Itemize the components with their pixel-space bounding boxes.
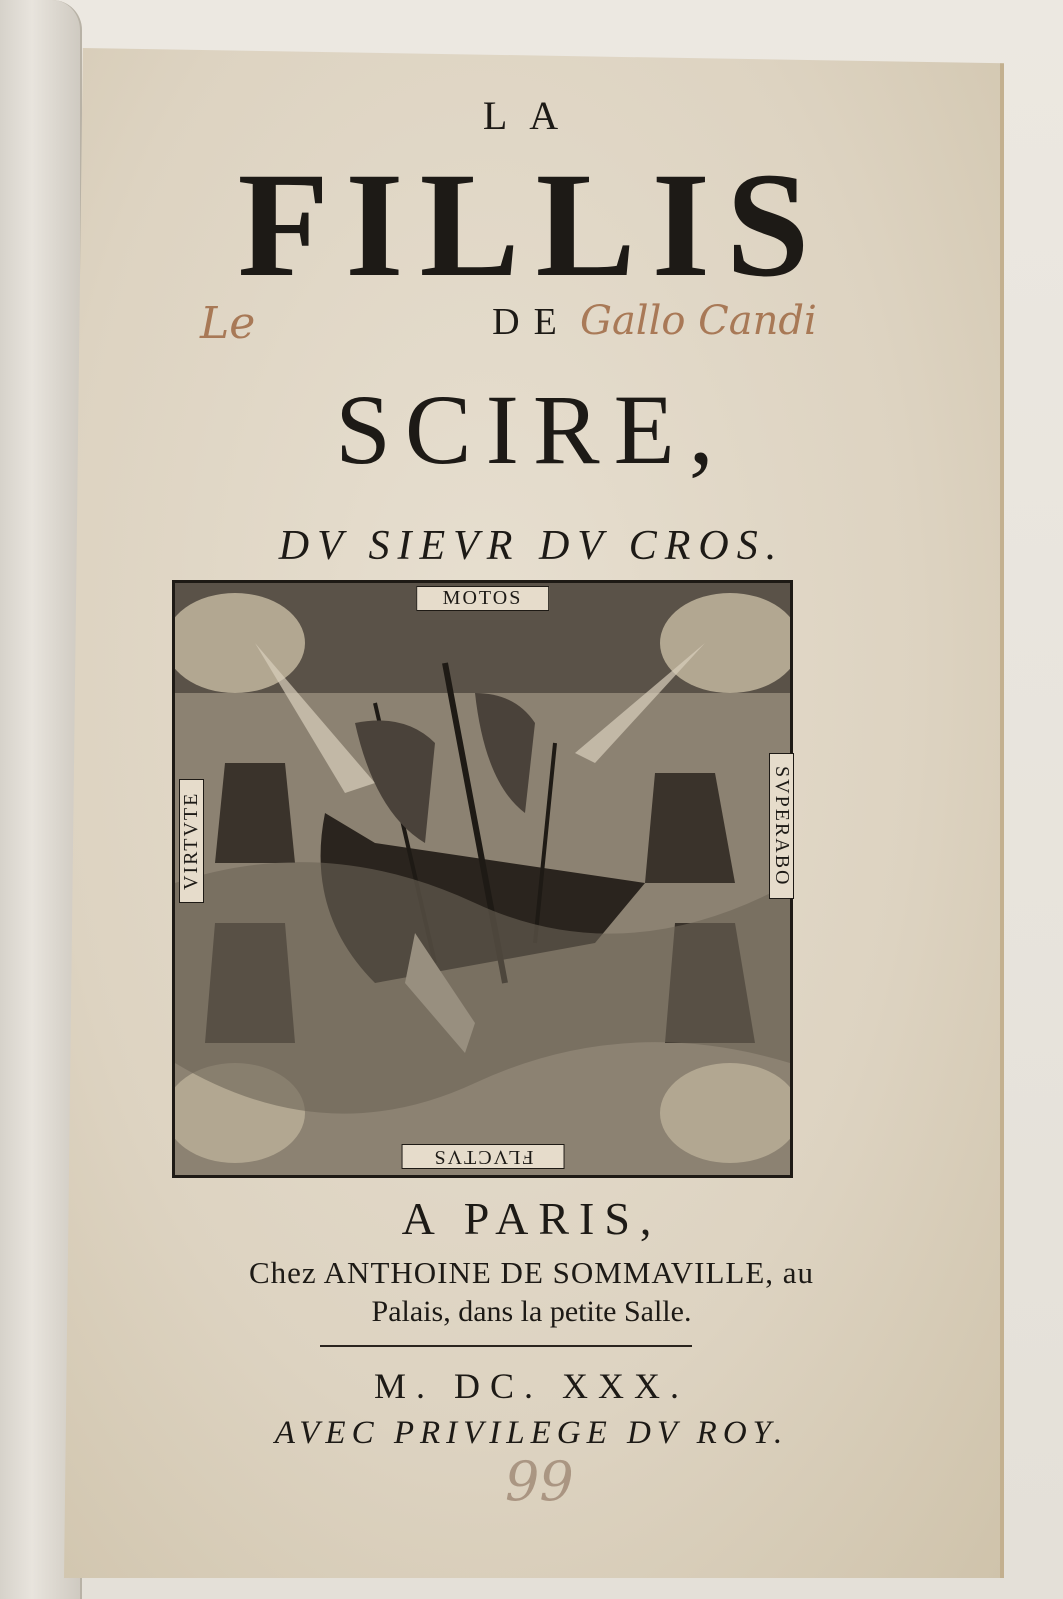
handwritten-inscription-left: Le — [200, 298, 256, 349]
title-article: LA — [482, 93, 581, 138]
handwritten-number: 99 — [505, 1450, 574, 1513]
imprint-publisher: Chez ANTHOINE DE SOMMAVILLE, au — [248, 1255, 815, 1290]
handwritten-inscription-right: Gallo Candi — [580, 298, 817, 344]
book-title: FILLIS — [237, 142, 826, 308]
ship-engraving — [172, 580, 793, 1178]
motto-bottom: FLVCTVS — [401, 1144, 564, 1169]
divider-rule — [320, 1345, 692, 1347]
ship-storm-illustration — [175, 583, 790, 1175]
imprint-city: A PARIS, — [401, 1193, 662, 1244]
title-preposition: DE — [492, 301, 571, 343]
imprint-address: Palais, dans la petite Salle. — [371, 1295, 692, 1328]
motto-left: VIRTVTE — [179, 779, 204, 903]
motto-right: SVPERABO — [769, 753, 794, 899]
imprint-date: M. DC. XXX. — [373, 1366, 689, 1406]
author-line: DV SIEVR DV CROS. — [278, 523, 785, 569]
title-place: SCIRE, — [335, 374, 728, 485]
motto-top: MOTOS — [416, 586, 550, 611]
royal-privilege: AVEC PRIVILEGE DV ROY. — [274, 1415, 789, 1451]
